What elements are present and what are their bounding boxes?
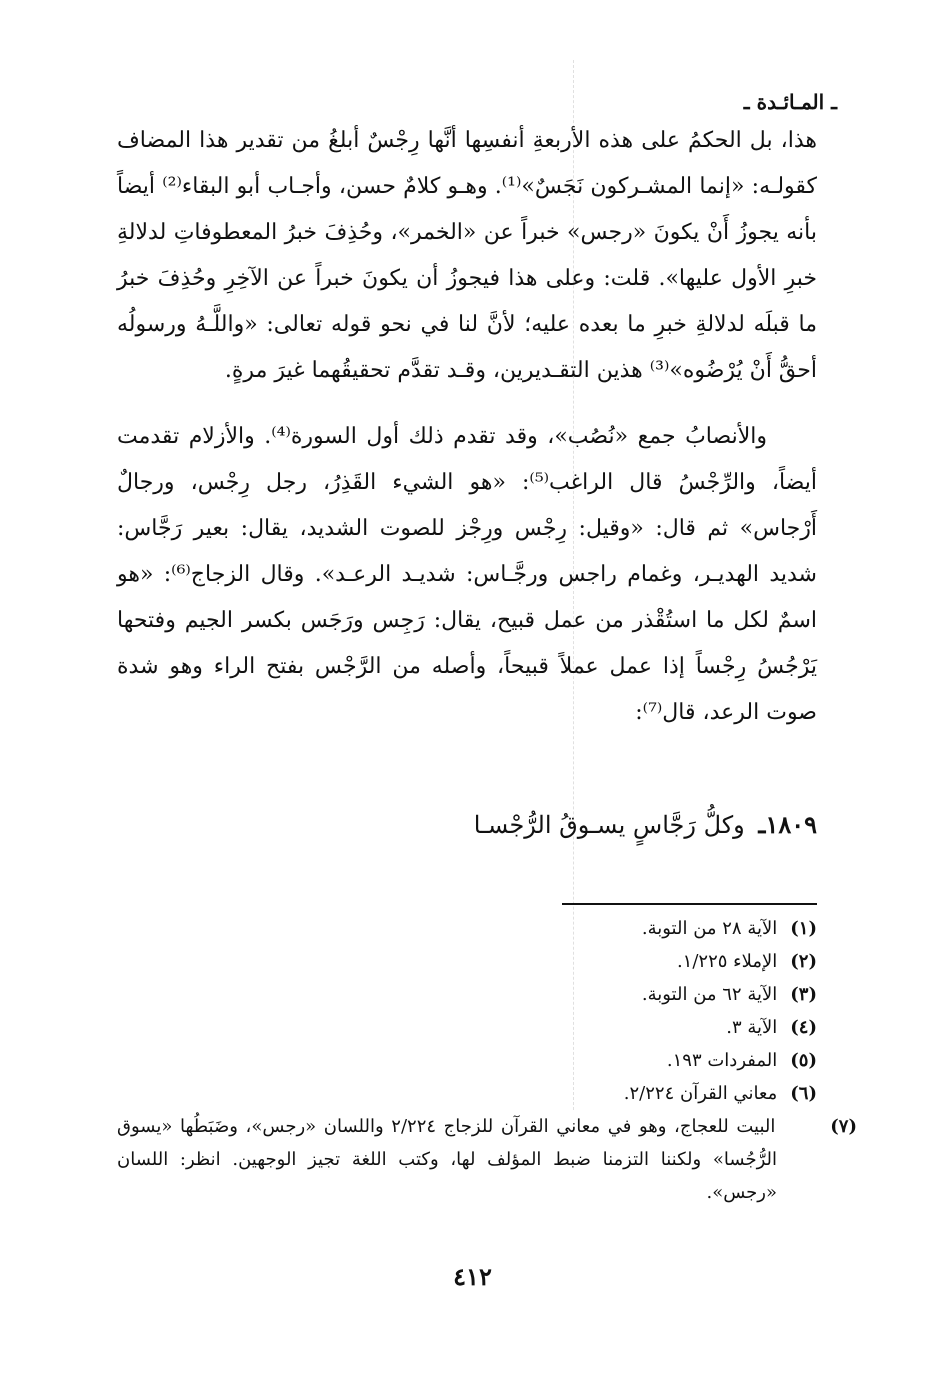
footnote-text: الإملاء ١/٢٢٥. [676,951,778,972]
main-text [117,118,817,736]
footnote-text: الآية ٦٢ من التوبة. [641,984,778,1005]
verse-number: ١٨٠٩ـ [758,810,817,839]
footnote-text: الآية ٢٨ من التوبة. [641,918,778,939]
footnote-item [117,1011,817,1044]
paragraph-1: هذا، بل الحكمُ على هذه الأربعةِ أنفسِها أنَّها رِجْسٌ أبلغُ من تقدير هذا المضاف كقولـه: «إنما المشـركون نَجَسٌ»⁽¹⁾. وهـو كلامٌ حسن، وأجـاب أبو البقاء⁽²⁾ أيضاً بأنه يجوزُ أَنْ يكونَ «رجس» خبراً عن «الخمر»، وحُذِفَ خبرُ المعطوفاتِ لدلالةِ خبرِ الأول عليها». قلت: وعلى هذا فيجوزُ أن يكونَ خبراً عن الآخِرِ وحُذِفَ خبرُ ما قبلَه لدلالةِ خبرِ ما بعده عليه؛ لأنَّ لنا في نحو قوله تعالى: «واللَّـهُ ورسولُه أحقُّ أَنْ يُرْضُوه»⁽³⁾ هذين التقـديرين، وقـد تقدَّم تحقيقُهما غيرَ مرةٍ. [117,128,817,383]
footnote-number: (٦) [790,1083,817,1104]
paragraph-2: والأنصابُ جمع «نُصُب»، وقد تقدم ذلك أول السورة⁽⁴⁾. والأزلام تقدمت أيضاً، والرِّجْسُ قال الراغب⁽⁵⁾: «هو الشيء القَذِرُ، رجل رِجْس، ورجالٌ أَرْجاس» ثم قال: «وقيل: رِجْس ورِجْز للصوت الشديد، يقال: بعير رَجَّاس: شديد الهديـر، وغمام راجس ورجَّـاس: شديـد الرعـد». وقال الزجاج⁽⁶⁾: «هو اسمٌ لكل ما استُقْذر من عمل قبيح، يقال: رَجِس ورَجَس بكسر الجيم وفتحها يَرْجُسُ رِجْساً إذا عمل عملاً قبيحاً، وأصله من الرَّجْس بفتح الراء وهو شدة صوت الرعد، قال⁽⁷⁾: [117,424,817,725]
footnote-item [117,1110,857,1209]
poetry-verse [117,800,817,850]
footnote-item [117,1077,817,1110]
footnote-item [117,945,817,978]
footnote-number: (٢) [790,951,817,972]
footnote-number: (٤) [790,1017,817,1038]
footnote-text: البيت للعجاج، وهو في معاني القرآن للزجاج ٢/٢٢٤ واللسان «رجس»، وضَبَطُها «يسوق الرُّجُسا» ولكننا التزمنا ضبط المؤلف لها، وكتب اللغة تجيز الوجهين. انظر: اللسان «رجس». [117,1116,777,1203]
footnote-item [117,1044,817,1077]
footnotes-list [117,912,857,1209]
page-number: ٤١٢ [453,1262,492,1291]
footnote-text: المفردات ١٩٣. [666,1050,778,1071]
footnote-text: معاني القرآن ٢/٢٢٤. [623,1083,778,1104]
footnote-text: الآية ٣. [726,1017,778,1038]
verse-text: وكلُّ رَجَّاسٍ يسـوقُ الرُّجْسـا [473,811,745,839]
footnote-separator [562,903,817,905]
footnote-item [117,912,817,945]
footnote-item [117,978,817,1011]
running-header: ـ المـائـدة ـ [743,90,837,114]
footnote-number: (٥) [790,1050,817,1071]
footnote-number: (٧) [830,1116,857,1137]
footnote-number: (١) [790,918,817,939]
footnote-number: (٣) [790,984,817,1005]
